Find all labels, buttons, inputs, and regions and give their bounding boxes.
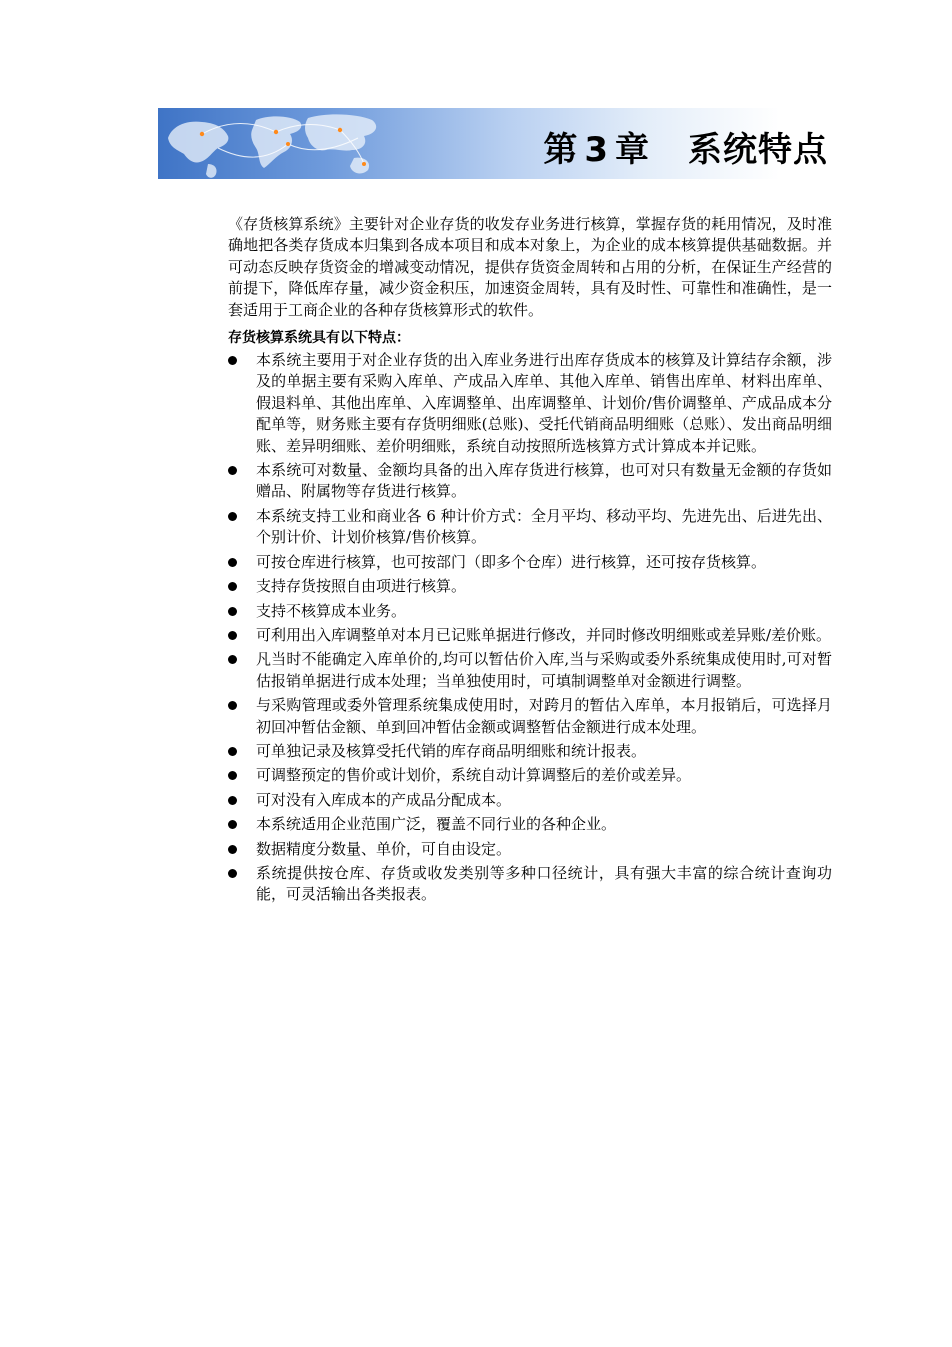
feature-text: 可单独记录及核算受托代销的库存商品明细账和统计报表。 [256, 741, 647, 760]
feature-text: 凡当时不能确定入库单价的,均可以暂估价入库,当与采购或委外系统集成使用时,可对暂估报销单据进行成本处理；当单独使用时，可填制调整单对金额进行调整。 [256, 650, 832, 690]
feature-item [228, 863, 832, 906]
feature-item [228, 649, 832, 692]
bullet-icon [228, 582, 237, 591]
feature-item [228, 460, 832, 503]
chapter-title [543, 122, 828, 171]
bullet-icon [228, 558, 237, 567]
feature-item [228, 552, 832, 573]
bullet-icon [228, 512, 237, 521]
feature-text: 支持不核算成本业务。 [256, 601, 407, 620]
feature-text: 系统提供按仓库、存货或收发类别等多种口径统计，具有强大丰富的综合统计查询功能，可灵活输出各类报表。 [256, 863, 832, 904]
bullet-icon [228, 869, 237, 878]
feature-text: 可利用出入库调整单对本月已记账单据进行修改，并同时修改明细账或差异账/差价账。 [256, 625, 832, 644]
feature-text: 本系统适用企业范围广泛，覆盖不同行业的各种企业。 [256, 815, 617, 834]
feature-item [228, 695, 832, 738]
bullet-icon [228, 655, 237, 664]
feature-text: 与采购管理或委外管理系统集成使用时，对跨月的暂估入库单，本月报销后，可选择月初回冲暂估金额、单到回冲暂估金额或调整暂估金额进行成本处理。 [256, 696, 832, 736]
feature-item [228, 790, 832, 811]
bullet-icon [228, 466, 237, 475]
bullet-icon [228, 701, 237, 710]
feature-item [228, 839, 832, 860]
feature-item [228, 765, 832, 786]
chapter-suffix: 章 [615, 130, 650, 170]
chapter-number: 3 [584, 130, 609, 170]
feature-item [228, 741, 832, 762]
bullet-icon [228, 820, 237, 829]
world-map-icon [158, 108, 488, 179]
bullet-icon [228, 356, 237, 365]
bullet-icon [228, 747, 237, 756]
chapter-body [228, 214, 832, 909]
features-heading: 存货核算系统具有以下特点： [228, 330, 410, 347]
bullet-icon [228, 607, 237, 616]
bullet-icon [228, 845, 237, 854]
feature-text: 数据精度分数量、单价，可自由设定。 [256, 839, 512, 858]
feature-item [228, 350, 832, 457]
bullet-icon [228, 796, 237, 805]
feature-text: 可调整预定的售价或计划价，系统自动计算调整后的差价或差异。 [256, 766, 692, 785]
feature-item [228, 814, 832, 835]
feature-item [228, 601, 832, 622]
feature-item [228, 576, 832, 597]
intro-paragraph: 《存货核算系统》主要针对企业存货的收发存业务进行核算，掌握存货的耗用情况，及时准确地把各类存货成本归集到各成本项目和成本对象上，为企业的成本核算提供基础数据。并可动态反映存货资金的增减变动情况，提供存货资金周转和占用的分析，在保证生产经营的前提下，降低库存量，减少资金积压，加速资金周转，具有及时性、可靠性和准确性，是一套适用于工商企业的各种存货核算形式的软件。 [228, 215, 832, 319]
feature-text: 可按仓库进行核算，也可按部门（即多个仓库）进行核算，还可按存货核算。 [256, 552, 767, 571]
feature-text: 本系统主要用于对企业存货的出入库业务进行出库存货成本的核算及计算结存余额，涉及的单据主要有采购入库单、产成品入库单、其他入库单、销售出库单、材料出库单、假退料单、其他出库单、入库调整单、出库调整单、计划价/售价调整单、产成品成本分配单等，财务账主要有存货明细账(总账)、受托代销商品明细账（总账）、发出商品明细账、差异明细账、差价明细账，系统自动按照所选核算方式计算成本并记账。 [256, 351, 832, 455]
bullet-icon [228, 771, 237, 780]
feature-text: 本系统支持工业和商业各 6 种计价方式：全月平均、移动平均、先进先出、后进先出、个别计价、计划价核算/售价核算。 [256, 506, 832, 547]
chapter-prefix: 第 [543, 130, 579, 170]
feature-text: 本系统可对数量、金额均具备的出入库存货进行核算，也可对只有数量无金额的存货如赠品、附属物等存货进行核算。 [256, 461, 832, 501]
feature-item [228, 506, 832, 549]
bullet-icon [228, 631, 237, 640]
feature-text: 可对没有入库成本的产成品分配成本。 [256, 790, 512, 809]
features-list [228, 350, 832, 906]
chapter-name: 系统特点 [688, 130, 828, 170]
feature-item [228, 625, 832, 646]
chapter-banner [158, 108, 834, 179]
feature-text: 支持存货按照自由项进行核算。 [256, 577, 467, 596]
